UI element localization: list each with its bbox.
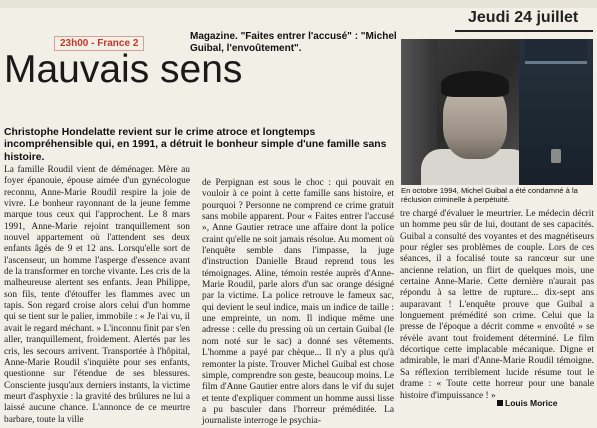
article-column-1 (4, 165, 190, 426)
photo-hair (441, 71, 509, 97)
headline: Mauvais sens (4, 48, 243, 91)
author-name: Louis Morice (505, 398, 558, 408)
article-photo (401, 39, 593, 185)
issue-date: Jeudi 24 juillet (468, 9, 579, 26)
column-3-text: tre chargé d'évaluer le meurtrier. Le médecin décrit un homme peu sûr de lui, doutant de ses capacités. Guibal a consulté des voyantes et des magnétiseurs pour régler ses problèmes de couple. Lors de ces séances, il a focalisé toute sa rancœur sur une ancienne relation, un flirt de quelques mois, une certaine Anne-Marie. Cette dernière n'aurait pas répondu à sa lettre de rupture... dix-sept ans auparavant ! L'enquête prouve que Guibal a longuement prémédité son crime. Celui que la presse de l'époque a décrit comme « envoûté » se révèle avant tout froidement déterminé. Le film décortique cette implacable mécanique. Digne et admirable, le mari d'Anne-Marie Roudil témoigne. Sa réflexion terriblement lucide résume tout le drame : « Toute cette horreur pour une banale histoire d'impuissance ! » (400, 209, 594, 401)
photo-caption: En octobre 1994, Michel Guibal a été condamné à la réclusion criminelle à perpétuité. (401, 186, 578, 204)
lead-paragraph: Christophe Hondelatte revient sur le crime atroce et longtemps incompréhensible qui, en 1991, a détruit le bonheur simple d'une famille sans histoire. (4, 127, 387, 163)
photo-officer-cap (525, 39, 587, 64)
photo-badge (551, 149, 561, 163)
magazine-line: Magazine. "Faites entrer l'accusé" : "Michel Guibal, l'envoûtement". (190, 31, 397, 54)
author-marker (497, 400, 503, 406)
date-rule (455, 30, 593, 32)
column-2-text: de Perpignan est sous le choc : qui pouvait en vouloir à ce point à cette famille sans histoire, et pourquoi ? Personne ne comprend ce crime gratuit sans mobile apparent. Pour « Faites entrer l'accusé », Anne Gautier retrace une affaire dont la police craint qu'elle ne soit jamais résolue. Au moment où l'enquête semble dans l'impasse, la juge d'instruction Danielle Braud reprend tous les témoignages. Aline, témoin restée auprès d'Anne-Marie Roudil, parle alors d'un sac orange désigné par la victime. La police retrouve le fameux sac, qui devient le seul indice, mais un indice de taille : une empreinte, un nom. Il indique même une adresse : celle du pressing où un certain Guibal (le nom noté sur le sac) a donné ses vêtements. L'homme a payé par chèque... Il n'y a plus qu'à remonter la piste. Trouver Michel Guibal est chose simple, comprendre son geste, beaucoup moins. Le film d'Anne Gautier entre alors dans le vif du sujet et tente d'expliquer comment un homme aussi lisse a pu basculer dans l'horreur préméditée. La journaliste interroge le psychia- (202, 178, 395, 427)
top-strip (0, 0, 597, 8)
article-column-2 (202, 178, 394, 428)
broadcast-slot: 23h00 - France 2 (54, 36, 144, 51)
article-column-3 (400, 209, 594, 402)
column-1-text: La famille Roudil vient de déménager. Mère au foyer épanouie, épouse aimée d'un gynécologue reconnu, Anne-Marie Roudil respire la joie de vivre. Le bonheur rayonnant de la jeune femme marque tous ceux qui l'approchent. Le 8 mars 1991, Anne-Marie rejoint tranquillement son nouvel appartement où l'attendent ses deux enfants âgés de 9 et 12 ans. Lorsqu'elle sort de l'ascenseur, un homme l'asperge d'essence avant de la transformer en torche vivante. Les cris de la malheureuse alertent ses enfants. Jean Philippe, son fils, tente d'étouffer les flammes avec un tapis. Son regard croise alors celui d'un homme qui se tient sur le palier, immobile : « Je l'ai vu, il avait le regard méchant. » L'inconnu finit par s'en aller, tranquillement, froidement. Alertés par les cris, les secours arrivent. Transportée à l'hôpital, Anne-Marie Roudil s'inquiète pour ses enfants, questionne sur l'étendue de ses blessures. Consciente jusqu'aux derniers instants, la victime meurt d'asphyxie : la gravité des brûlures ne lui a laissé aucune chance. L'annonce de ce meurtre barbare, toute la ville (4, 165, 190, 425)
